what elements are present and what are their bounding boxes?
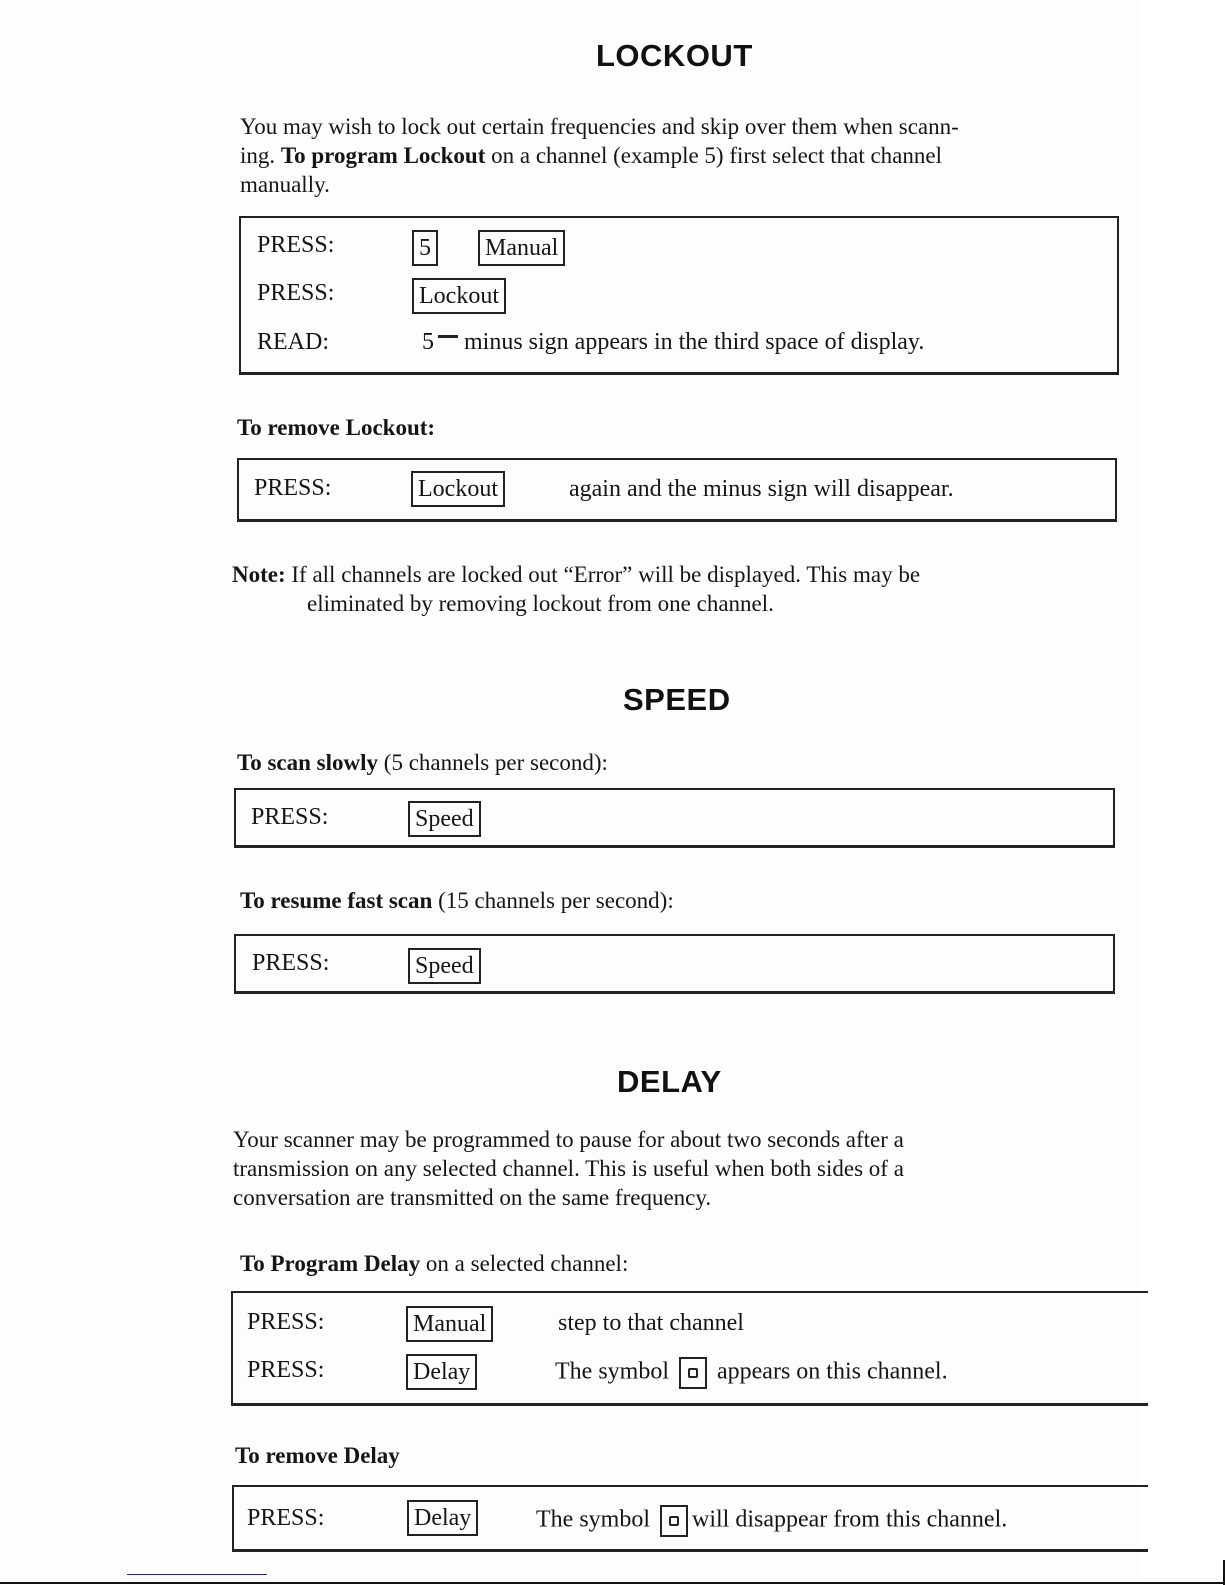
resume-fast-heading — [240, 888, 674, 914]
lockout-title: LOCKOUT — [596, 38, 753, 73]
remove-lockout-text: again and the minus sign will disappear. — [569, 476, 954, 502]
resume-fast-bold: To resume fast scan — [240, 888, 433, 913]
read-display-row — [422, 329, 924, 356]
delay-symbol-icon — [660, 1505, 688, 1537]
read-label: READ: — [257, 329, 329, 355]
program-delay-bold: To Program Delay — [240, 1251, 421, 1276]
lockout-intro-line-2 — [240, 141, 1130, 170]
press-label: PRESS: — [257, 232, 335, 258]
lockout-note — [232, 560, 1132, 618]
delay-program-box — [231, 1291, 1148, 1406]
delay-symbol-icon — [679, 1357, 707, 1389]
press-label: PRESS: — [247, 1309, 325, 1335]
speed-fast-box — [234, 934, 1115, 994]
manual-key-button[interactable]: Manual — [478, 230, 565, 266]
delay-intro — [233, 1125, 1133, 1212]
manual-key-button[interactable]: Manual — [406, 1306, 493, 1342]
scan-slowly-rest: (5 channels per second): — [378, 750, 608, 775]
intro-text: ing. — [240, 143, 281, 168]
press-label: PRESS: — [247, 1505, 325, 1531]
minus-sign-icon — [438, 335, 458, 338]
note-label: Note: — [232, 562, 286, 587]
delay-remove-box — [232, 1485, 1148, 1552]
delay-appears-row — [555, 1357, 948, 1389]
remove-lockout-heading: To remove Lockout: — [237, 415, 436, 440]
symbol-text-post: appears on this channel. — [717, 1358, 948, 1385]
delay-key-button[interactable]: Delay — [407, 1500, 478, 1536]
program-delay-rest: on a selected channel: — [420, 1251, 629, 1276]
lockout-key-button[interactable]: Lockout — [412, 278, 506, 314]
lockout-intro-line-1: You may wish to lock out certain frequencies and skip over them when scann- — [240, 114, 959, 139]
intro-text: on a channel (example 5) first select that channel — [485, 143, 942, 168]
press-label: PRESS: — [251, 804, 329, 830]
speed-slow-box — [234, 788, 1115, 848]
note-text-line-1: If all channels are locked out “Error” will be displayed. This may be — [291, 562, 921, 587]
lockout-remove-box — [237, 458, 1117, 522]
lockout-intro-line-3: manually. — [240, 172, 330, 197]
scan-slowly-bold: To scan slowly — [237, 750, 379, 775]
lockout-intro — [240, 112, 1130, 199]
note-text-line-2: eliminated by removing lockout from one channel. — [307, 591, 774, 616]
display-value: 5 — [422, 329, 434, 355]
delay-intro-line-1: Your scanner may be programmed to pause for about two seconds after a — [233, 1127, 904, 1152]
press-label: PRESS: — [254, 475, 332, 501]
symbol-text-pre: The symbol — [555, 1358, 669, 1385]
read-text: minus sign appears in the third space of display. — [464, 329, 925, 355]
symbol-text-post: will disappear from this channel. — [692, 1506, 1008, 1533]
press-label: PRESS: — [257, 280, 335, 306]
step-text: step to that channel — [558, 1310, 744, 1336]
press-label: PRESS: — [252, 950, 330, 976]
scan-slowly-heading — [237, 750, 608, 776]
link-underline[interactable] — [127, 1574, 267, 1575]
intro-bold-text: To program Lockout — [280, 143, 486, 168]
delay-intro-line-2: transmission on any selected channel. This is useful when both sides of a — [233, 1156, 904, 1181]
press-label: PRESS: — [247, 1357, 325, 1383]
page-bottom-rule — [0, 1582, 1225, 1584]
resume-fast-rest: (15 channels per second): — [432, 888, 674, 913]
remove-delay-heading: To remove Delay — [235, 1443, 400, 1468]
symbol-text-pre: The symbol — [536, 1506, 650, 1533]
speed-key-button[interactable]: Speed — [408, 801, 481, 837]
lockout-key-button[interactable]: Lockout — [411, 471, 505, 507]
delay-disappear-row — [536, 1505, 1007, 1537]
speed-key-button[interactable]: Speed — [408, 948, 481, 984]
delay-title: DELAY — [617, 1064, 722, 1099]
speed-title: SPEED — [623, 682, 731, 717]
program-delay-heading — [240, 1251, 628, 1277]
delay-intro-line-3: conversation are transmitted on the same frequency. — [233, 1185, 712, 1210]
key-5-button[interactable]: 5 — [412, 230, 438, 266]
delay-key-button[interactable]: Delay — [406, 1354, 477, 1390]
lockout-program-box — [239, 216, 1119, 375]
